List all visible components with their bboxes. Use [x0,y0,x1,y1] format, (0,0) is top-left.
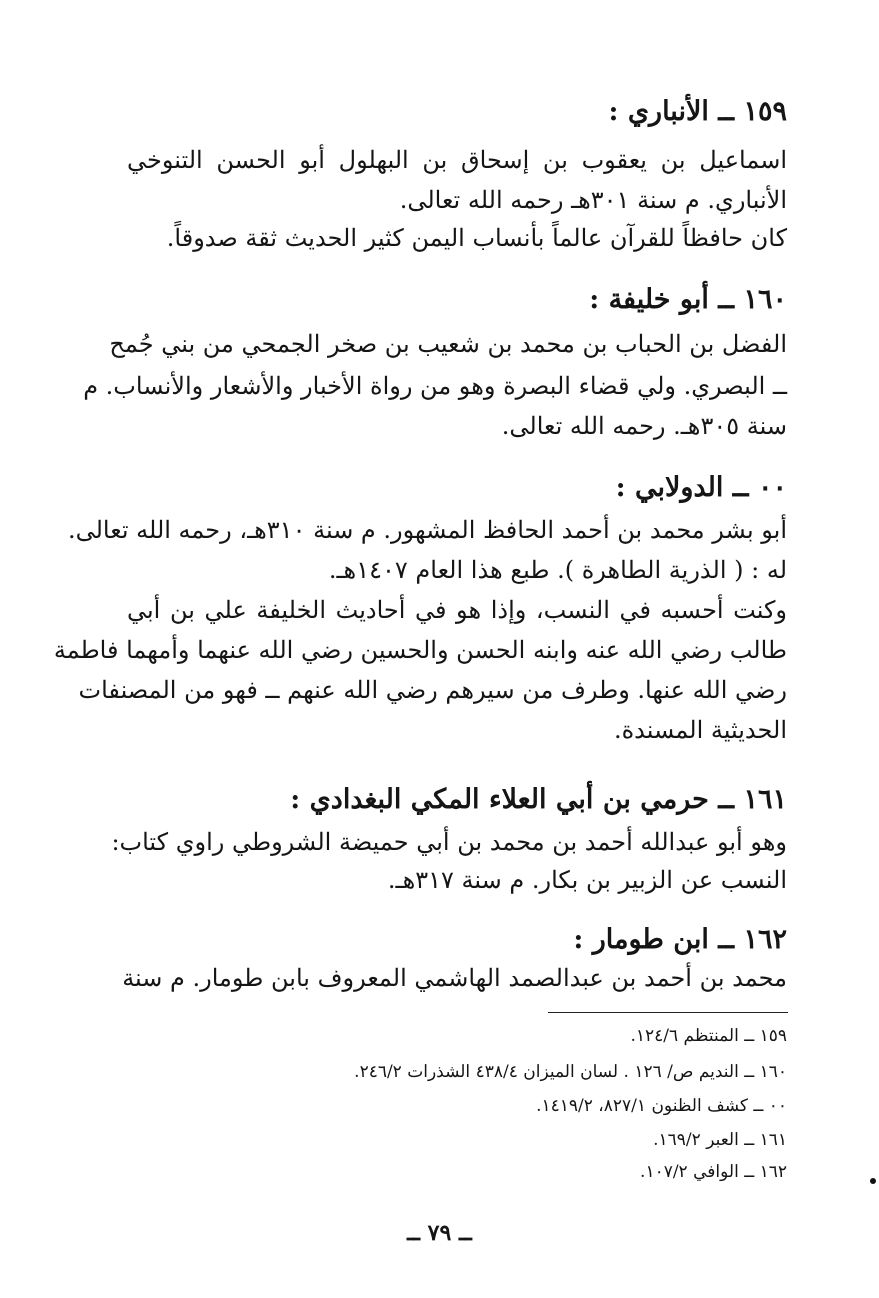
entry-line: وكنت أحسبه في النسب، وإذا هو في أحاديث الخليفة علي بن أبي [127,596,787,624]
entry-line: النسب عن الزبير بن بكار. م سنة ٣١٧هـ. [387,866,787,894]
entry-heading-161: ١٦١ ــ حرمي بن أبي العلاء المكي البغدادي : [290,784,787,815]
entry-line: وهو أبو عبدالله أحمد بن محمد بن أبي حميضة الشروطي راوي كتاب: [111,828,787,856]
entry-line: محمد بن أحمد بن عبدالصمد الهاشمي المعروف بابن طومار. م سنة [122,964,787,992]
entry-line: الحديثية المسندة. [613,716,787,744]
entry-line: رضي الله عنها. وطرف من سيرهم رضي الله عنهم ــ فهو من المصنفات [78,676,787,704]
footnote: ١٦٠ ــ النديم ص/ ١٢٦ . لسان الميزان ٤٣٨/٤ الشذرات ٢٤٦/٢. [354,1062,787,1082]
entry-heading-162: ١٦٢ ــ ابن طومار : [573,924,787,955]
entry-line: طالب رضي الله عنه وابنه الحسن والحسين رضي الله عنهما وأمهما فاطمة [53,636,787,664]
footnote: ٠٠ ــ كشف الظنون ٨٢٧/١، ١٤١٩/٢. [536,1096,787,1116]
page-number: ــ ٧٩ ــ [407,1220,472,1246]
footnote: ١٦١ ــ العبر ١٦٩/٢. [653,1130,787,1150]
footnote: ١٥٩ ــ المنتظم ١٢٤/٦. [630,1026,787,1046]
entry-line: الأنباري. م سنة ٣٠١هـ رحمه الله تعالى. [399,186,787,214]
footnote-separator [548,1012,788,1013]
entry-heading-159: ١٥٩ ــ الأنباري : [608,96,787,127]
entry-heading-160: ١٦٠ ــ أبو خليفة : [589,284,787,315]
footnote: ١٦٢ ــ الوافي ١٠٧/٢. [640,1162,787,1182]
entry-line: كان حافظاً للقرآن عالماً بأنساب اليمن كثير الحديث ثقة صدوقاً. [166,224,787,252]
entry-line: ــ البصري. ولي قضاء البصرة وهو من رواة الأخبار والأشعار والأنساب. م [83,372,787,400]
entry-line: أبو بشر محمد بن أحمد الحافظ المشهور. م سنة ٣١٠هـ، رحمه الله تعالى. [67,516,787,544]
entry-heading-dulabi: ٠٠ ــ الدولابي : [615,472,787,503]
entry-line: اسماعيل بن يعقوب بن إسحاق بن البهلول أبو الحسن التنوخي [127,146,787,174]
scan-speck [870,1178,876,1184]
entry-line: له : ( الذرية الطاهرة ). طبع هذا العام ١٤٠٧هـ. [328,556,787,584]
entry-line: الفضل بن الحباب بن محمد بن شعيب بن صخر الجمحي من بني جُمح [109,330,787,358]
entry-line: سنة ٣٠٥هـ. رحمه الله تعالى. [501,412,787,440]
